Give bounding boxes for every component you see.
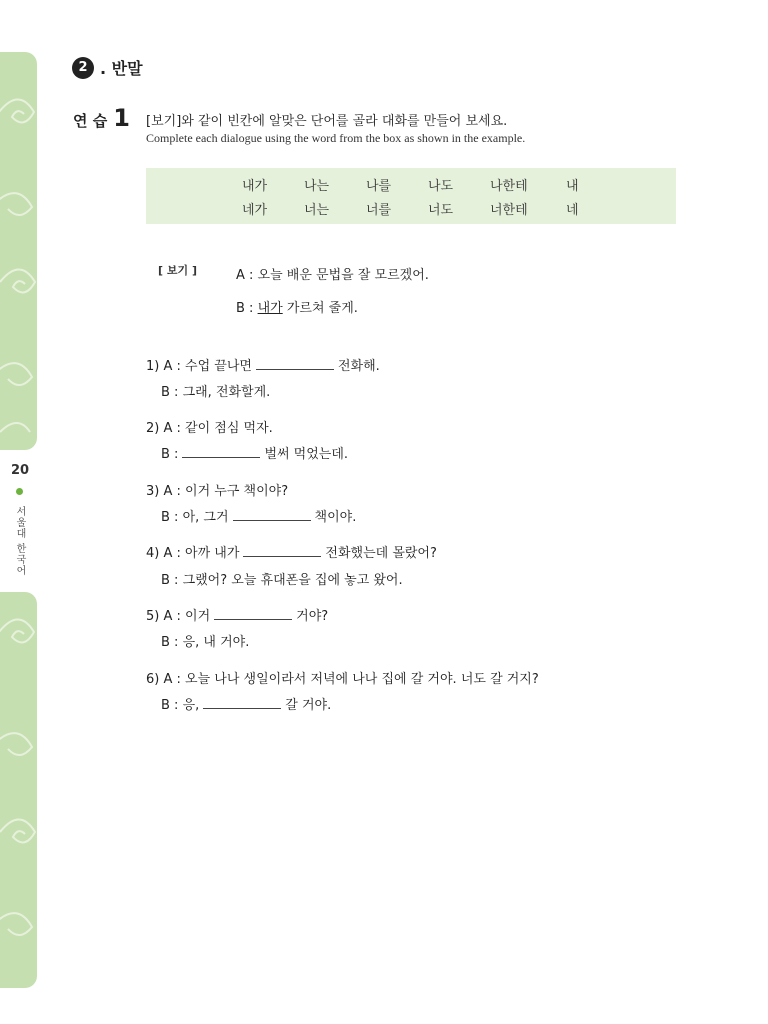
question-text: 전화해. [337,359,380,374]
example-b-prefix: B : [236,301,258,316]
question-text: A : 수업 끝나면 [163,359,252,374]
answer-blank[interactable] [256,357,334,370]
side-decoration-top [0,52,37,450]
question-text: 벌써 먹었는데. [264,447,349,462]
question-text: 전화했는데 몰랐어? [325,546,437,561]
answer-blank[interactable] [203,696,281,709]
question-number: 3) [146,484,160,499]
instruction-english: Complete each dialogue using the word from the box as shown in the example. [146,131,526,145]
example-answer: 내가 [257,301,283,316]
question-text: A : 오늘 나나 생일이라서 저녁에 나나 집에 갈 거야. 너도 갈 거지? [163,672,539,687]
word-option: 네 [566,203,579,218]
word-option: 나를 [366,179,392,194]
answer-blank[interactable] [243,544,321,557]
question-text: B : 그랬어? 오늘 휴대폰을 집에 놓고 왔어. [161,573,403,588]
question-5-line-b [161,631,249,650]
section-number-badge: 2 [72,57,94,79]
word-option: 나한테 [490,179,528,194]
exercise-number: 1 [113,104,130,132]
question-text: 거야? [296,609,329,624]
question-1-line-a [146,355,380,374]
question-number: 5) [146,609,160,624]
question-text: B : [161,447,179,462]
answer-blank[interactable] [214,607,292,620]
question-text: B : 그래, 전화할게. [161,385,271,400]
question-text: A : 이거 [163,609,211,624]
question-3-line-a [146,480,288,499]
question-number: 4) [146,546,160,561]
word-box [146,168,676,224]
question-3-line-b [161,506,356,525]
example-line-b [236,297,358,316]
page-number: 20 [11,463,30,478]
question-text: A : 아까 내가 [163,546,240,561]
question-text: A : 이거 누구 책이야? [163,484,289,499]
question-text: B : 응, 내 거야. [161,635,250,650]
question-2-line-b [161,443,348,462]
question-6-line-a [146,668,539,687]
word-option: 나는 [304,179,330,194]
swirl-pattern-icon [0,592,37,988]
section-title [72,56,143,79]
question-number: 1) [146,359,160,374]
question-5-line-a [146,605,328,624]
instruction-korean: [보기]와 같이 빈칸에 알맞은 단어를 골라 대화를 만들어 보세요. [146,114,508,129]
question-number: 6) [146,672,160,687]
question-text: B : 응, [161,698,200,713]
swirl-pattern-icon [0,52,37,450]
answer-blank[interactable] [182,445,260,458]
word-row-2 [146,199,676,219]
question-number: 2) [146,421,160,436]
question-1-line-b [161,381,270,400]
example-b-suffix: 가르쳐 줄게. [282,301,358,316]
word-option: 너는 [304,203,330,218]
section-title-text: . 반말 [100,59,143,78]
question-6-line-b [161,694,331,713]
word-option: 너도 [428,203,454,218]
answer-blank[interactable] [233,508,311,521]
word-option: 나도 [428,179,454,194]
question-text: B : 아, 그거 [161,510,229,525]
book-title: 서울대 한국어 [14,506,25,577]
exercise-label-text: 연 습 [73,112,108,130]
word-option: 너한테 [490,203,528,218]
side-decoration-bottom [0,592,37,988]
question-text: 갈 거야. [285,698,332,713]
word-row-1 [146,175,676,195]
question-4-line-a [146,542,437,561]
word-option: 내 [566,179,579,194]
word-option: 너를 [366,203,392,218]
exercise-label [73,104,130,132]
word-option: 내가 [242,179,268,194]
question-4-line-b [161,569,403,588]
example-tag: [ 보기 ] [158,264,197,277]
example-line-a: A : 오늘 배운 문법을 잘 모르겠어. [236,268,429,283]
page-dot-icon [16,488,23,495]
question-text: 책이야. [314,510,357,525]
question-text: A : 같이 점심 먹자. [163,421,273,436]
word-option: 네가 [242,203,268,218]
question-2-line-a [146,417,273,436]
